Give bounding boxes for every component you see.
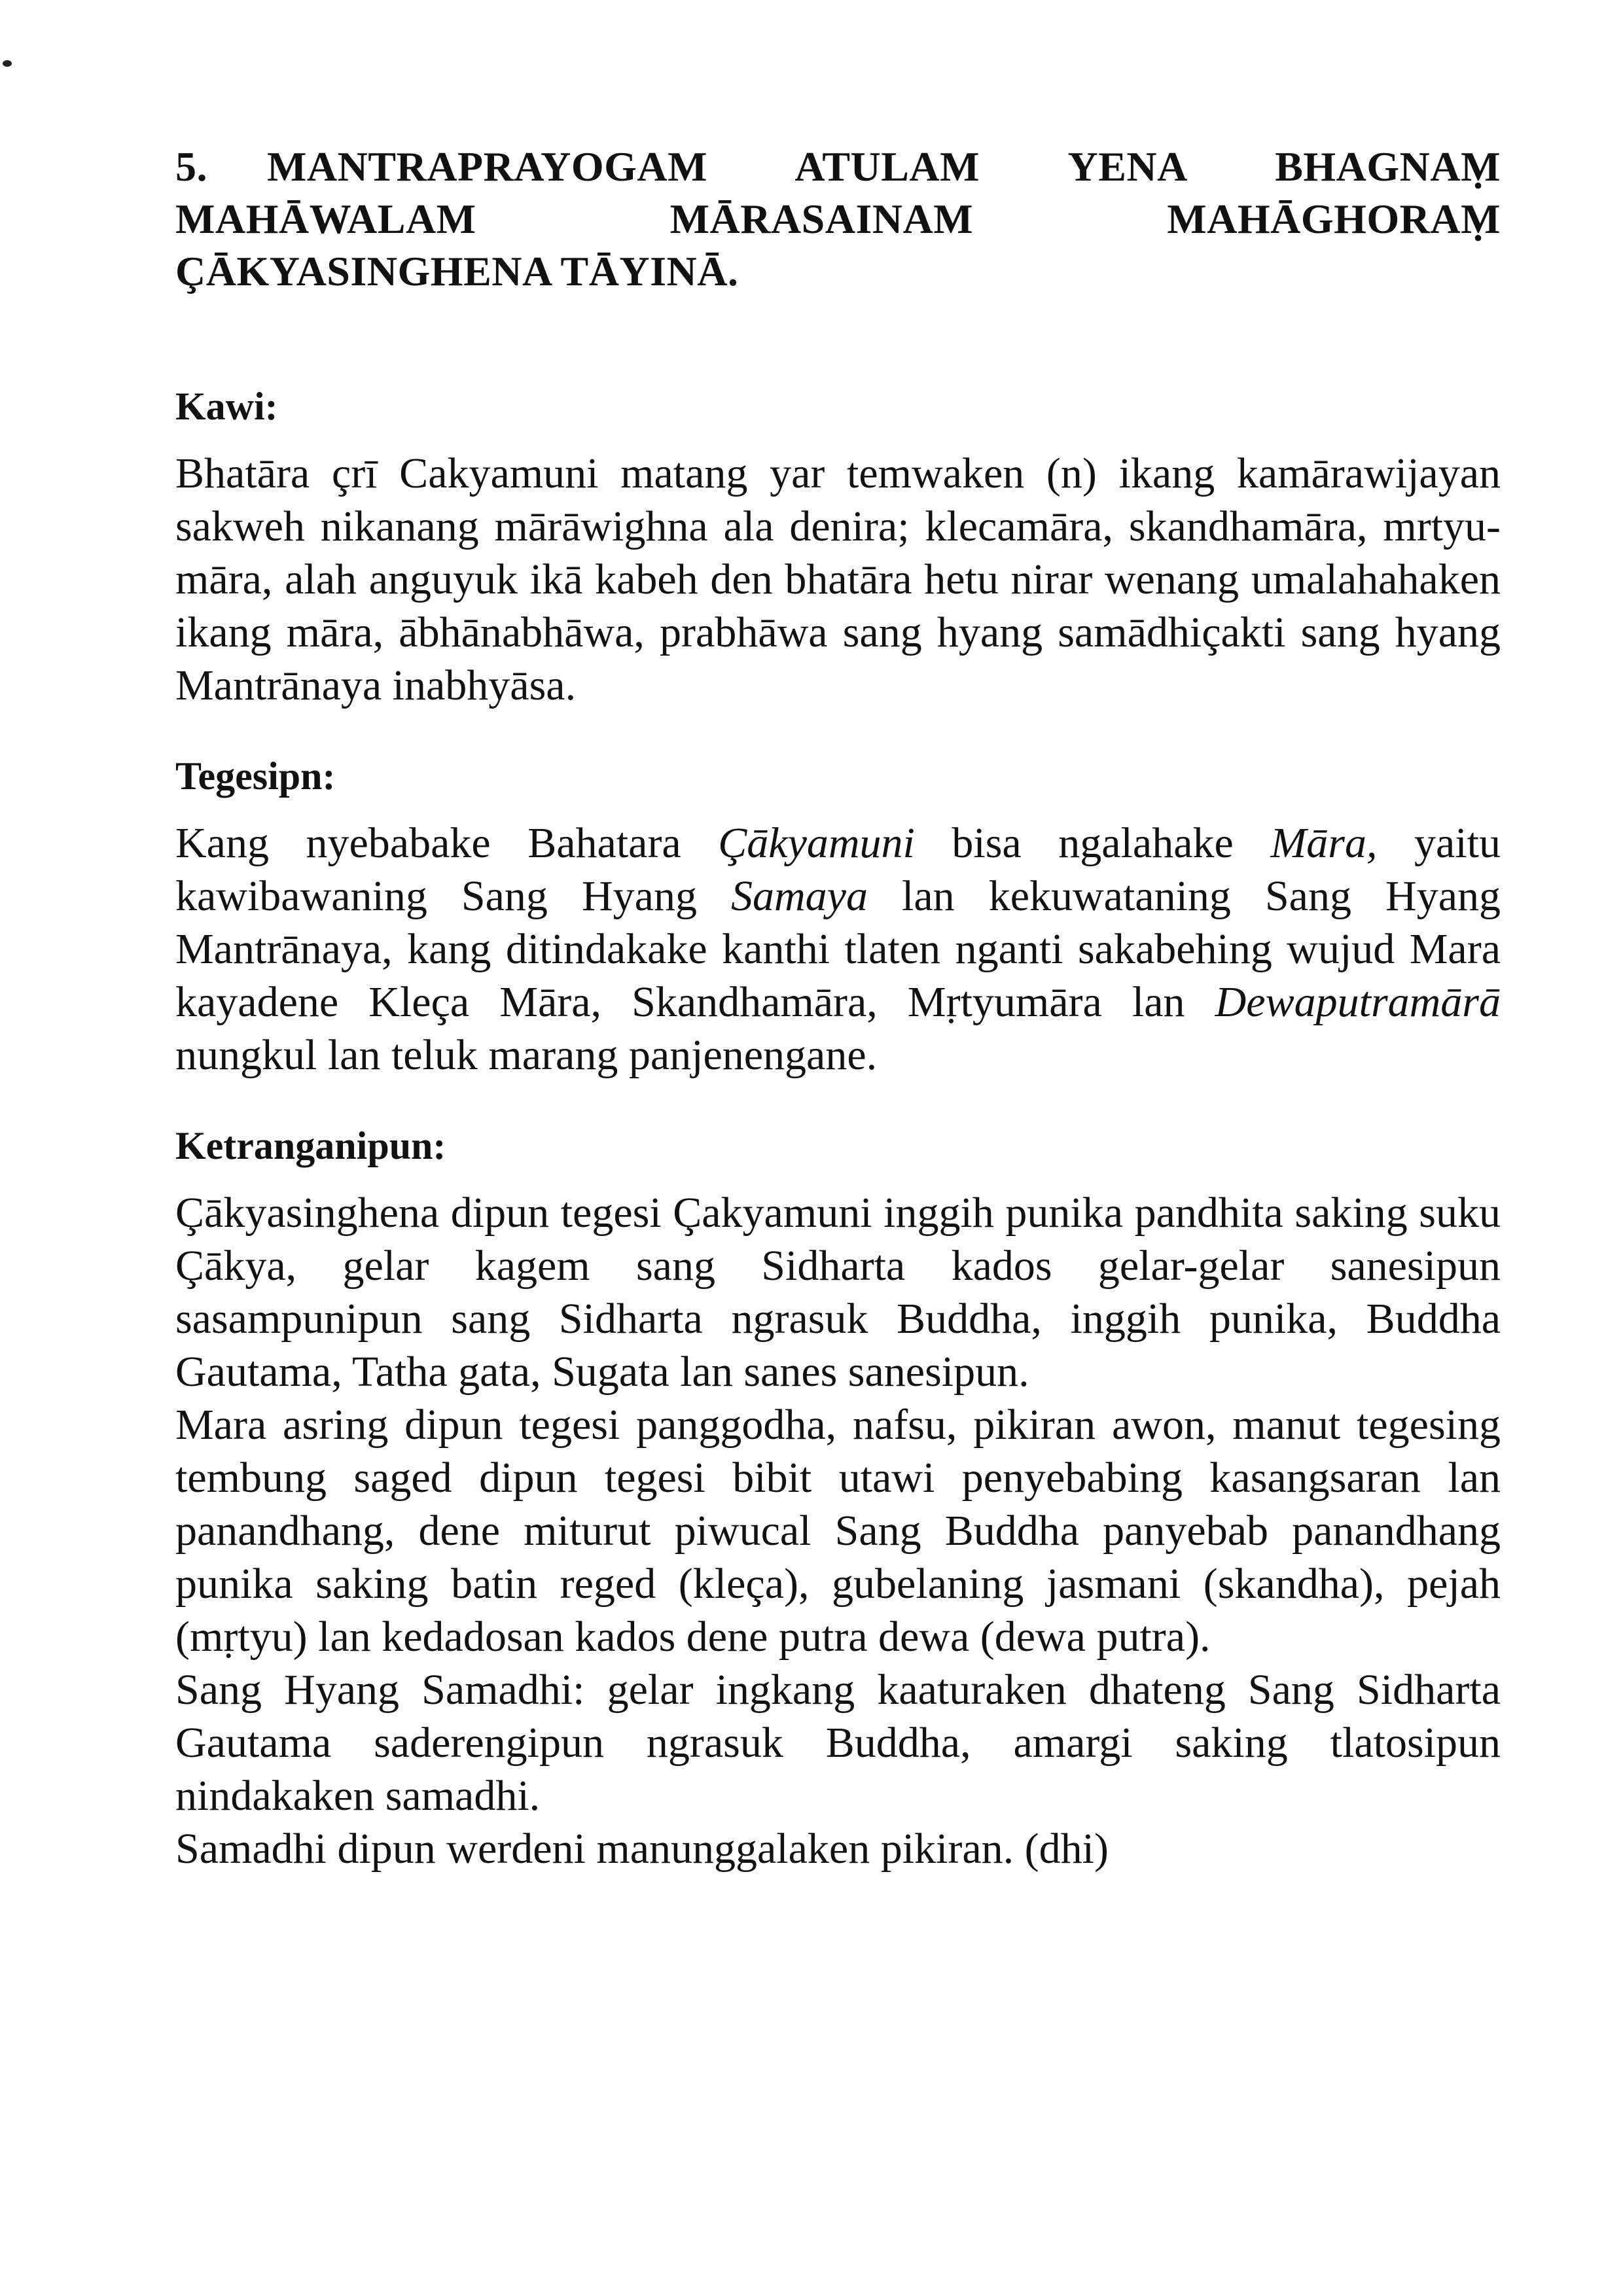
tegesipn-text-4: lan kekuwataning Sang Hyang Mantrānaya, kang ditindakake kanthi tlaten nganti sakabehing wujud Mara kayadene Kleça Māra, Skandhamāra, Mṛtyumāra lan <box>175 872 1501 1026</box>
tegesipn-term-dewaputramara: Dewaputramārā <box>1215 978 1501 1026</box>
verse-number: 5. <box>175 143 207 190</box>
tegesipn-paragraph <box>175 817 1501 1082</box>
tegesipn-text-1: Kang nyebabake Bahatara <box>175 819 719 867</box>
ketranganipun-paragraph-4: Samadhi dipun werdeni manunggalaken pikiran. (dhi) <box>175 1825 1109 1873</box>
verse-text: MANTRAPRAYOGAM ATULAM YENA BHAGNAṂ MAHĀWALAM MĀRASAINAM MAHĀGHORAṂ ÇĀKYASINGHENA TĀYINĀ. <box>175 143 1501 294</box>
document-page <box>175 141 1501 1875</box>
ketranganipun-paragraph-2: Mara asring dipun tegesi panggodha, nafsu, pikiran awon, manut tegesing tembung saged dipun tegesi bibit utawi penyebabing kasangsaran lan panandhang, dene miturut piwucal Sang Buddha panyebab panandhang punika saking batin reged (kleça), gubelaning jasmani (skandha), pejah (mṛtyu) lan kedadosan kados dene putra dewa (dewa putra). <box>175 1401 1501 1661</box>
ketranganipun-title: Ketranganipun: <box>175 1124 446 1167</box>
kawi-paragraph: Bhatāra çrī Cakyamuni matang yar temwaken (n) ikang kamārawijayan sakweh nikanang mārāwighna ala denira; klecamāra, skandhamāra, mrtyu-māra, alah anguyuk ikā kabeh den bhatāra hetu nirar wenang umalahahaken ikang māra, ābhānabhāwa, prabhāwa sang hyang samādhiçakti sang hyang Mantrānaya inabhyāsa. <box>175 450 1501 709</box>
tegesipn-term-samaya: Samaya <box>731 872 868 920</box>
ketranganipun-paragraph-1: Çākyasinghena dipun tegesi Çakyamuni inggih punika pandhita saking suku Çākya, gelar kagem sang Sidharta kados gelar-gelar sanesipun sasampunipun sang Sidharta ngrasuk Buddha, inggih punika, Buddha Gautama, Tatha gata, Sugata lan sanes sanesipun. <box>175 1189 1501 1396</box>
tegesipn-title: Tegesipn: <box>175 754 336 798</box>
tegesipn-term-cakyamuni: Çākyamuni <box>718 819 915 867</box>
ketranganipun-paragraph-3: Sang Hyang Samadhi: gelar ingkang kaaturaken dhateng Sang Sidharta Gautama saderengipun ngrasuk Buddha, amargi saking tlatosipun nindakaken samadhi. <box>175 1666 1501 1820</box>
scan-speck <box>3 60 12 67</box>
verse-heading <box>175 141 1501 298</box>
tegesipn-term-mara: Māra, <box>1270 819 1378 867</box>
tegesipn-text-5: nungkul lan teluk marang panjenengane. <box>175 1031 878 1079</box>
kawi-title: Kawi: <box>175 385 278 428</box>
tegesipn-text-3: yaitu kawibawaning Sang Hyang <box>175 819 1501 920</box>
tegesipn-text-2: bisa ngalahake <box>914 819 1271 867</box>
